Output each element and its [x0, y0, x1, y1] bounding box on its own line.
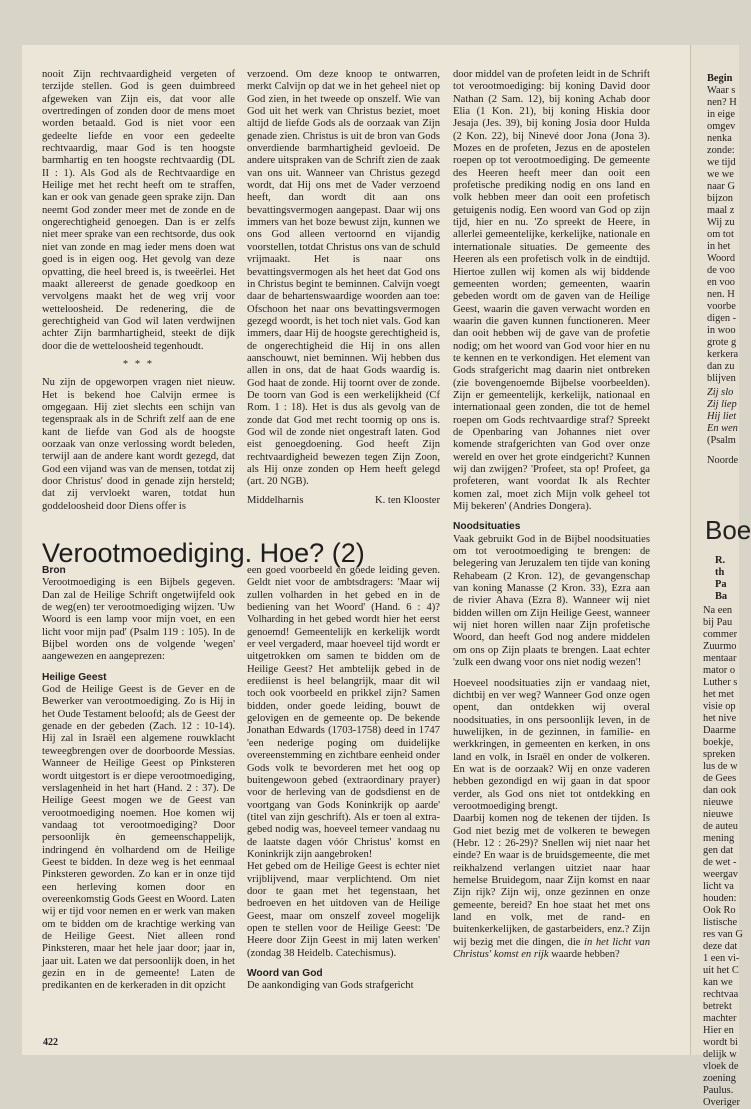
right-line: R.: [715, 555, 726, 566]
right-line: mator o: [703, 665, 736, 676]
article-title: Verootmoediging. Hoe? (2): [42, 538, 365, 568]
right-line: 1 een vi-: [703, 953, 740, 964]
right-line: lus de w: [703, 761, 738, 772]
right-line: rechtvaa: [703, 989, 739, 1000]
right-line: de voo: [707, 265, 735, 276]
paragraph: Vaak gebruikt God in de Bijbel noodsituaties om tot verootmoediging te brengen: de belegering van Jeruzalem ten tijde van koning Rehabeam (2 Kron. 12), de gevangenschap van koning Manasse (2 Kron. 33), Ezra aan de rivier Ahava (Ezra 8). Wanneer wij niet bidden willen om Zijn Heilige Geest, wanneer wij niet horen willen naar Zijn profetische Woord, dan heeft God nog andere middelen om ons op Zijn plaats te brengen. Laat echter 'zulk een dwang voor ons niet nodig wezen'!: [453, 533, 650, 669]
right-line: we tijd: [707, 157, 736, 168]
right-line: mentaar: [703, 653, 737, 664]
right-line: voorbe: [707, 301, 736, 312]
paragraph-text: waarde hebben?: [548, 949, 620, 961]
right-line: digen -: [707, 313, 737, 324]
top-column-1: [42, 69, 235, 524]
right-line: en voo: [707, 277, 735, 288]
right-line: Hij liet: [707, 411, 737, 422]
right-line: we we: [707, 169, 734, 180]
right-line: zonde:: [707, 145, 735, 156]
right-line: kerkera: [707, 349, 739, 360]
right-line: om tot: [707, 229, 734, 240]
right-line: visie op: [703, 701, 736, 712]
article-column-2: [247, 565, 440, 1030]
right-line: Zij slo: [707, 387, 734, 398]
italic-phrase: in het licht van Christus' komst en rijk: [453, 936, 650, 961]
page-number: 422: [43, 1037, 58, 1048]
right-line: maal z: [707, 205, 735, 216]
right-line: delijk w: [703, 1049, 737, 1060]
paragraph: Het gebed om de Heilige Geest is echter niet vrijblijvend, maar verplichtend. Om niet door te gaan met het tegenstaan, het bedroeven en het uitdoven van de Heilige Geest, maar om onszelf zoveel mogelijk open te stellen voor de Heilige Geest: 'De Heere door Zijn Geest in mij laten werken' (zondag 38 Heidelb. Catechismus).: [247, 861, 440, 959]
right-line: dan ook: [703, 785, 737, 796]
right-line: betrekt: [703, 1001, 732, 1012]
paragraph: Hoeveel noodsituaties zijn er vandaag niet, dichtbij en ver weg? Wanneer God onze ogen opent, dan ontdekken wij overal noodsituaties, in ons persoonlijk leven, in de huwelijken, in de gezinnen, in familie- en werkkringen, in gemeenten en kerken, in ons land en volk, in Israël en onder de volkeren. En wat is de oorzaak? Wij en onze vaderen hebben gezondigd en wij gaan in dat spoor verder, als God ons niet tot ontdekking en verootmoediging brengt.: [453, 677, 650, 812]
right-line: naar G: [707, 181, 735, 192]
right-line: wordt bi: [703, 1037, 738, 1048]
right-line: in het: [707, 241, 731, 252]
paragraph: door middel van de profeten leidt in de Schrift tot verootmoediging: bij koning David door Nathan (2 Sam. 12), bij koning Achab door Elia (1 Kon. 21), bij koning Hiskia door Jesaja (Jes. 39), bij koning Josia door Hulda (2 Kon. 22), bij Ninevé door Jona (Jona 3). Mozes en de profeten, Jezus en de apostelen roepen op tot verootmoediging. De gemeente des Heeren heeft meer dan ooit een profetische prediking nodig en ons land en volk hebben meer dan ooit een profetisch getuigenis nodig. Een woord van God op zijn tijd, hier en nu. 'Zo spreekt de Heere, in allerlei gemeentelijke, kerkelijke, nationale en internationale situaties. De gemeente des Heeren als een profetisch volk in de eindtijd. Hiertoe zullen wij komen als wij biddende gemeenten worden; gemeenten, waarin gebeden wordt om de gaven van de Heilige Geest, waarin die gaven verwacht worden en waarin die gaven kunnen functioneren. Meer dan ooit hebben wij de gave van de profetie nodig; om het woord van God voor hier en nu te kennen en te verkondigen. Het element van Gods strafgericht mag daarin niet ontbreken (zie bovengenoemde Bijbelse voorbeelden). Zijn er gemeentelijk, kerkelijk, nationaal en internationaal geen zonden, die tot de hemel roepen om Gods rechtvaardige straf? Spreekt de Openbaring van Johannes niet over komende strafgerichten van God over onze wereld en over het grote eindgericht? Kunnen wij dan zwijgen? 'Profeet, sta op! Profeet, ga profeteren, want voordat Ik als Rechter komen zal, moet zich Mijn volk geheel tot Mij bekeren' (Andries Dongera).: [453, 69, 650, 513]
signature-line: [247, 495, 440, 507]
right-line: deze dat: [703, 941, 738, 952]
right-line: Zuurmo: [703, 641, 737, 652]
paragraph: [453, 813, 650, 961]
right-line: Luther s: [703, 677, 738, 688]
right-line: zoening: [703, 1073, 736, 1084]
subheading: Noodsituaties: [453, 521, 521, 533]
right-line: Overiger: [703, 1097, 740, 1108]
right-line: machter: [703, 1013, 737, 1024]
signature-author: K. ten Klooster: [374, 494, 440, 506]
right-line: vloek de: [703, 1061, 739, 1072]
right-line: uit het C: [703, 965, 739, 976]
right-line: houden:: [703, 893, 737, 904]
paragraph: een goed voorbeeld en goede leiding geven. Geldt niet voor de ambtsdragers: 'Maar wij zullen volharden in het gebed en in de bediening van het Woord' (Hand. 6 : 4)? Volharding in het gebed wordt hier het eerst genoemd! Gemeentelijk en kerkelijk wordt er veel vergaderd, maar hoeveel tijd wordt er uitgetrokken om samen te bidden om de Heilige Geest? Het ambtelijk gebed in de erediienst is heel belangrijk, maar dit wil toch ook voorbeeld en prikkel zijn? Samen bidden, onder goede leiding, bouwt de gelovigen en de gemeente op. De bekende Jonathan Edwards (1703-1758) deed in 1747 'een nederige poging om duidelijke overeenstemming en zichtbare eenheid onder Gods volk te bevorderen met het oog op buitengewoon gebed (extraordinary prayer) voor de herleving van de godsdienst en de voortgang van Gods Koninkrijk op aarde' (titel van zijn geschrift). Als er toen al extra-gebed nodig was, hoeveel temeer vandaag nu de laatste dagen vóór Christus' komst en Koninkrijk zijn aangebroken!: [247, 565, 440, 860]
subheading: Woord van God: [247, 968, 323, 979]
right-line: het met: [703, 689, 734, 700]
right-line: in eige: [707, 109, 735, 120]
right-line: commer: [703, 629, 738, 640]
right-line: nieuwe: [703, 797, 734, 808]
right-line: het nive: [703, 713, 737, 724]
right-line: Paulus.: [703, 1085, 734, 1096]
right-line: En wen: [707, 423, 738, 434]
right-line: th: [715, 567, 725, 578]
right-line: de Gees: [703, 773, 737, 784]
paragraph: verzoend. Om deze knoop te ontwarren, merkt Calvijn op dat we in het geheel niet op God zien, in het tweede op onszelf. Wie van God uit het werk van Christus beziet, moet altijd de liefde Gods als de oorzaak van Zijn genade zien. Christus is uit de bron van Gods onverdiende barmhartigheid gevloeid. De andere uitspraken van de Schrift zien de zaak van ons uit. Wanneer van Christus gezegd wordt, dat Hij ons met de Vader verzoend heeft, dan wordt dit aan ons bevattingsvermogen aangepast. Daar wij ons immers van het boze bewust zijn, kunnen we ons God alleen vertoornd en vijandig voorstellen, totdat Christus ons van de schuld vrijmaakt. Het is naar ons bevattingsvermogen als het heet dat God ons in Christus begint te beminnen. Calvijn voegt daar de behartenswaardige woorden aan toe: Ofschoon het naar ons bevattingsvermogen gezegd woordt, is het toch niet vals. God kan immers, daar Hij de hoogste gerechtigheid is, de ongerechtigheid die Hij in ons allen aanschouwt, niet beminnen. Wij hebben dus allen in ons, dat de haat Gods waardig is. God haat de zonde. Hij toornt over de zonde. De toorn van God is een werkelijkheid (Cf Rom. 1 : 18). Het is dus als gevolg van de zonde dat God met recht toornig op ons is. God wil de zonde niet ongestraft laten. God eist genoegdoening. God heeft Zijn rechtvaardigheid bewezen tegen Zijn Zoon, als Hij onze zonden op Hem heeft gelegd (art. 20 NGB).: [247, 69, 440, 488]
right-line: omgev: [707, 121, 736, 132]
right-heading: Boe: [705, 515, 751, 545]
right-line: Ba: [715, 591, 728, 602]
right-line: nen? H: [707, 97, 737, 108]
right-line: listische: [703, 917, 738, 928]
paragraph: Verootmoediging is een Bijbels gegeven. Dan zal de Heilige Schrift ongetwijfeld ook de weg(en) ter verootmoediging wijzen. 'Uw Woord is een lamp voor mijn voet, en een licht voor mijn pad' (Psalm 119 : 105). In de Bijbel worden ons de volgende 'wegen' aangewezen en aangeprezen:: [42, 577, 235, 663]
right-line: boekje,: [703, 737, 734, 748]
right-line: Hier en: [703, 1025, 734, 1036]
top-column-2: [247, 69, 440, 524]
right-line: dan zu: [707, 361, 735, 372]
right-line: de wet -: [703, 857, 737, 868]
right-line: mening: [703, 833, 735, 844]
right-line: nieuwe: [703, 809, 734, 820]
right-line: (Psalm: [707, 435, 736, 446]
right-line: de auteu: [703, 821, 738, 832]
paragraph: nooit Zijn rechtvaardigheid vergeten of terzijde stellen. God is geen duimbreed afgeweken van Zijn eis, dat voor alle overtredingen of zonden door de mens moet worden betaald. God is niet voor een gedeelte liefde en voor een gedeelte rechtvaardig, maar God is ten hoogste barmhartig en ten hoogste rechtvaardig (DL II : 1). Als God als de Rechtvaardige en Heilige met het recht heeft om te straffen, kan er ook van genade geen sprake zijn. Dan neemt God zonder meer met de zonde en de ongerechtigheid genoegen. Dan is er zelfs niet meer sprake van een rechtsorde, dus ook niet van zonde en mag ieder mens doen wat goed is in eigen oog. Het gevolg van deze opvatting, die heel breed is, is tweeërlei. Het maakt allereerst de genade goedkoop en vervolgens maakt het de weg vrij voor wetteloosheid. De redenering, die de gerechtigheid van God wil laten verdwijnen achter Zijn barmhartigheid, steekt de dijk door die de wetteloosheid tegenhoudt.: [42, 69, 235, 352]
paragraph: Nu zijn de opgeworpen vragen niet nieuw. Het is bekend hoe Calvijn ermee is omgegaan. Hij ziet slechts een schijn van tegenspraak als in de Schrift zelf aan de ene kant de liefde van God als de hoogste oorzaak van onze verlossing wordt beleden, terwijl aan de andere kant wordt gezegd, dat God een vijand was van de mensen, totdat zij door Christus' dood in genade zijn hersteld; dat zij vervloekt waren, totdat hun goddeloosheid door Diens offer is: [42, 377, 235, 512]
right-line: Na een: [703, 605, 733, 616]
right-line: Noorde: [707, 455, 739, 466]
right-line: weergav: [703, 869, 739, 880]
right-line: grote g: [707, 337, 737, 348]
right-line: nenka: [707, 133, 732, 144]
right-line: Wij zu: [707, 217, 735, 228]
top-column-3: [453, 69, 650, 1024]
paragraph: De aankondiging van Gods strafgericht: [247, 980, 414, 992]
right-line: kan we: [703, 977, 733, 988]
right-page-edge: [690, 45, 751, 1108]
right-line: Waar s: [707, 85, 736, 96]
paragraph-text: Daarbij komen nog de tekenen der tijden. Is God niet bezig met de volkeren te bewegen (Hebr. 12 : 26-29)? Snellen wij niet naar het einde? En waar is de bruidsgemeente, die met reikhalzend verlangen uitziet naar haar hemelse Bruidegom, naar Zijn komst en naar Zijn rijk? Zijn wij, onze gezinnen en onze gemeente, bereid? En hoe staat het met ons land en volk, met de rand- en buitenkerkelijken, de gastarbeiders, enz.? Zijn wij bezig met die dingen, die: [453, 813, 650, 948]
right-line: Ook Ro: [703, 905, 736, 916]
right-line: gen dat: [703, 845, 734, 856]
article-column-1: [42, 565, 235, 1030]
right-line: bij Pau: [703, 617, 733, 628]
right-line: blijven: [707, 373, 736, 384]
right-line: Pa: [715, 579, 727, 590]
right-line: licht va: [703, 881, 734, 892]
signature-place: Middelharnis: [247, 494, 304, 506]
right-line: Begin: [707, 73, 733, 84]
subheading: Bron: [42, 565, 66, 576]
right-line: spreken: [703, 749, 736, 760]
right-line: res van G: [703, 929, 743, 940]
right-line: nen. H: [707, 289, 735, 300]
right-line: bijzon: [707, 193, 733, 204]
right-line: Daarme: [703, 725, 736, 736]
section-divider: * * *: [122, 358, 155, 370]
right-line: Woord: [707, 253, 736, 264]
right-line: in woo: [707, 325, 736, 336]
subheading: Heilige Geest: [42, 671, 107, 683]
paragraph: God de Heilige Geest is de Gever en de Bewerker van verootmoediging. Zo is Hij in het Oude Testament beloofd; als de Geest der genade en der gebeden (Zach. 12 : 10-14). Hij zal in Israël een algemene rouwklacht teweegbrengen over de doorboorde Messias. Wanneer de Heilige Geest op Pinksteren wordt uitgestort is er diepe verootmoediging, verslagenheid in het hart (Hand. 2 : 37). De Heilige Geest mogen we de Geest van verootmoediging noemen. Hoe komen wij vandaag tot verootmoediging? Door persoonlijk èn gemeenschappelijk, indringend èn volhardend om de Heilige Geest te bidden. In deze weg is het eenmaal Pinksteren geworden. Zo kan er in onze tijd een herleving komen door en overeenkomstig Gods Geest en Woord. Laten wij er tijd voor nemen en er werk van maken om te bidden om de krachtige werking van de Heilige Geest. Niet alleen rond Pinksteren, maar het hele jaar door; jaar in, jaar uit. Laten we dat persoonlijk doen, in het gezin en in de gemeente! Laten de predikanten en de kerkeraden in dit opzicht: [42, 684, 235, 992]
right-line: Zij liep: [707, 399, 737, 410]
